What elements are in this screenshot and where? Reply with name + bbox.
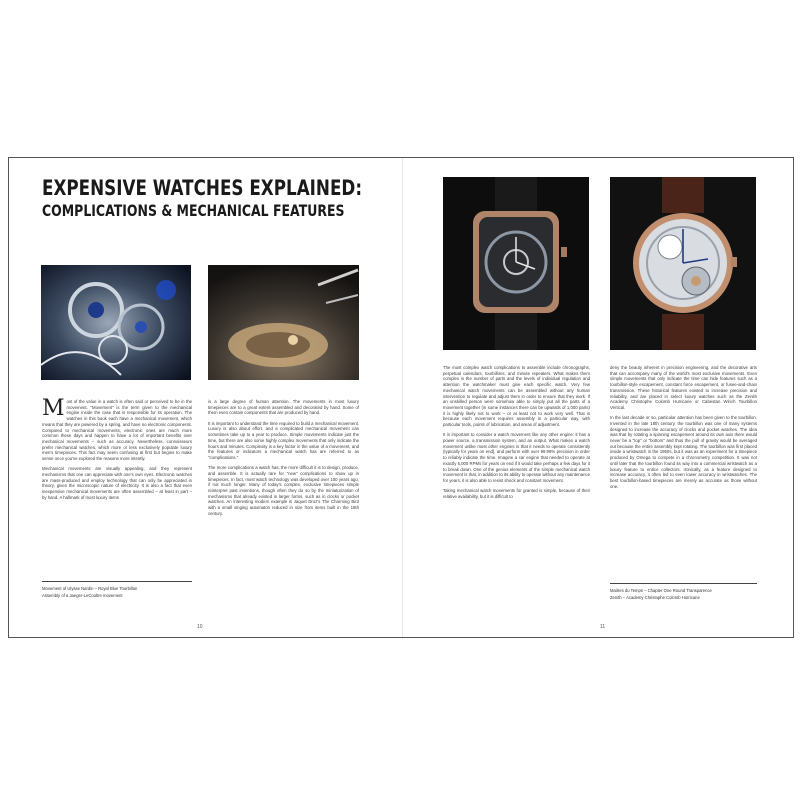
right-photo-captions — [610, 587, 770, 601]
caption-2: Zenith – Academy Christophe Colomb Hurricane — [610, 595, 700, 600]
caption-divider — [610, 583, 757, 584]
caption-2: Assembly of a Jaeger-LeCoultre movement — [42, 593, 123, 598]
paragraph: The more complications a watch has, the more difficult it is to design, produce, and assemble. It is actually rare for "new" complications to show up in timepieces. In fact, most watch technology was developed over 100 years ago, if not much longer. Many of today's complex, exclusive timepieces simple reinterpret past inventions, though often they do so by the miniaturization of mechanisms that already existed in larger forms, such as in clocks or pocket watches. An interesting modern example is Jaquet Droz's The Charming Bird with a small singing automaton reduced in size from items built in the 18th century. — [208, 465, 359, 516]
paragraph: deny the beauty inherent in precision engineering, and the decorative arts that can accompany many of the world's most exclusive movements. Even simple movements that only indicate the time can hide features such as a tourbillon-style escapement, constant force escapement, or fusee-and-chain transmission. These historical features existed to increase precision and reliability, and are placed in select luxury watches such as the Zenith Academy Christophe Colomb Hurricane or Cabestan Winch Tourbillon Vertical. — [610, 365, 757, 410]
paragraph: It is important to consider a watch movement like any other engine: it has a power source, a transmission system, and an output. What makes a watch movement unlike most other engines is that it needs to operate consistently (typically for years on end), and perform with over 99.99% precision in order to reliably indicate the time. Imagine a car engine that needed to operate at exactly 6,000 RPMs for years on end if it would take perhaps a few days for it to break down. One of the genius elements of the simple mechanical watch movement is that, in addition to its ability to operate without any maintenance for years, it is also able to resist shock and constant movement. — [443, 432, 590, 483]
paragraph: It is important to understand the time required to build a mechanical movement. Luxury is also about effort, and a complicated mechanical movement can sometimes take up to a year to produce. Simple movements indicate just the time, but there are also some highly complex movements that only indicate the hours and minutes. Complexity is a key factor in the value of a movement, and the features or indicators a mechanical watch has are referred to as "complications." — [208, 420, 359, 460]
caption-1: Movement of Ulysse Nardin – Royal Blue Tourbillon — [42, 586, 138, 591]
book-spread — [8, 157, 794, 638]
photo-zenith-academy-watch — [610, 177, 756, 350]
photo-ulysse-nardin-movement — [41, 265, 191, 380]
paragraph: The most complex watch complications to assemble include chronographs, perpetual calendars, tourbillons, and minute repeaters. What makes them complex is the number of parts and the levels of individual regulation and attention the watchmaker must give each specific watch. Very few mechanical watch movements can be assembled without any human intervention to regulate and adjust them in order to ensure that they work. If an unskilled person were somehow able to simply put all the parts of a movement together (in some instances there can be upwards of 1,000 parts) it is highly likely not to work – or at least not to work very well. That is because each movement requires assembly in a particular way, with particular tools, points of lubrication, and areas of adjustment. — [443, 365, 590, 428]
chapter-title-line-2: COMPLICATIONS & MECHANICAL FEATURES — [42, 201, 345, 220]
left-photo-captions — [42, 585, 202, 599]
photo-maitres-du-temps-watch — [443, 177, 589, 350]
paragraph: Taking mechanical watch movements for granted is simple, because of their relative availability, but it is difficult to — [443, 488, 590, 499]
chapter-title-line-1: EXPENSIVE WATCHES EXPLAINED: — [42, 176, 363, 201]
caption-1: Maitres du Temps – Chapter One Round Transparence — [610, 588, 712, 593]
right-column-2 — [610, 365, 757, 494]
paragraph: In the last decade or so, particular attention has been given to the tourbillon. Invented in the late 18th century, the tourbillon was one of many systems designed to increase the accuracy of clocks and pocket watches. The idea was that by rotating a spinning escapement around its own axis there would never be a "top" or "bottom" and thus the pull of gravity would be averaged out because the entire assembly kept rotating. The tourbillon was first placed inside a wristwatch in the 1950s, but it was as an experiment for a timepiece produced by Omega to compete in a chronometry competition. It was not until later that the tourbillon found its way into a commercial wristwatch as a luxury feature to entice collectors. Ironically, as a feature designed to increase accuracy, it often led to even lower accuracy in wristwatches. The best tourbillon-based timepieces are merely as accurate as those without one. — [610, 415, 757, 489]
paragraph-text: ost of the value in a watch is often said or perceived to be in the movement. "Movement" is the term given to the mechanical engine inside the case that is responsible for its operation. The watches in this book each have a mechanical movement, which means that they are powered by a spring, and have no electronic components. Compared to mechanical movements, electronic ones are much more common these days and happen to have a lot of important benefits over mechanical movements – such as accuracy. Nevertheless, connoisseurs prefer mechanical watches, which more or less exclusively populate luxury men's timepieces. This fact may seem confusing at first but begins to make sense once you've explored the reasons more intently. — [42, 399, 192, 462]
page-number-right: 11 — [600, 624, 606, 630]
page-gutter — [402, 158, 403, 637]
paragraph: Mechanical movements are visually appealing, and they represent mechanisms that one can appreciate with one's own eyes. Electronic watches are mass-produced and employ technology that can only be appreciated in theory, given the microscopic nature of electricity. It is also a fact that even inexpensive mechanical movements are often assembled – at least in part – by hand. A hallmark of most luxury items — [42, 466, 192, 500]
page-number-left: 10 — [197, 624, 203, 630]
photo-jaeger-lecoultre-assembly — [208, 265, 359, 380]
left-column-2 — [208, 399, 359, 521]
chapter-title — [42, 176, 363, 220]
drop-cap: M — [42, 396, 65, 421]
right-column-1 — [443, 365, 590, 504]
left-column-1 — [42, 396, 192, 505]
caption-divider — [42, 581, 192, 582]
paragraph — [42, 396, 192, 462]
paragraph: is a large degree of human attention. The movements in most luxury timepieces are to a great extent assembled and decorated by hand. Some of them even contain components that are produced by hand. — [208, 399, 359, 416]
